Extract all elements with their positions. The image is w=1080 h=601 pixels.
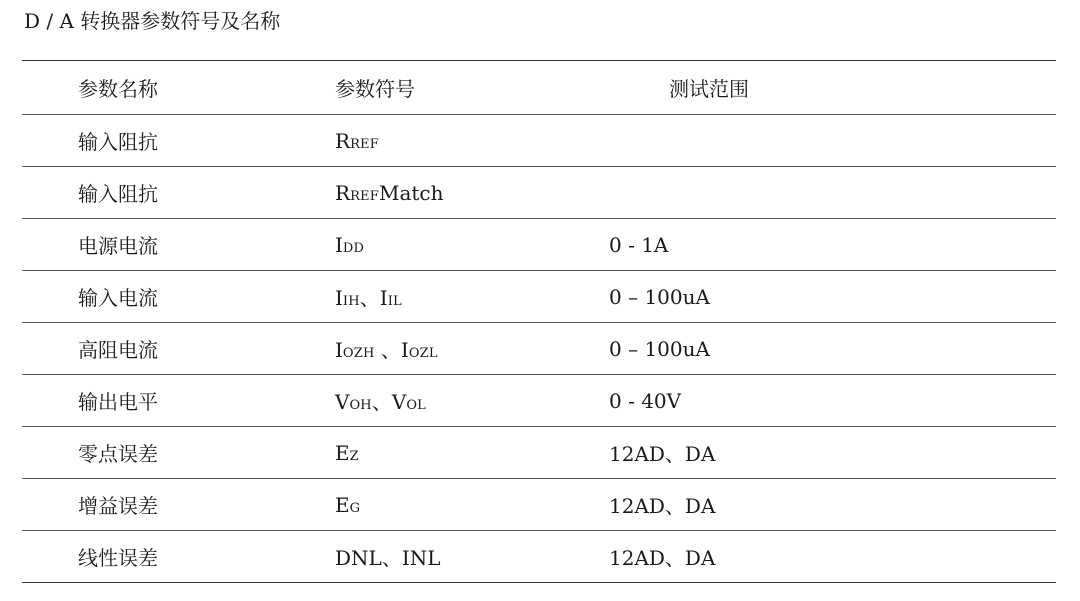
symbol-subscript: Z xyxy=(349,448,359,464)
symbol-text: Match xyxy=(378,180,444,205)
parameter-name-cell: 增益误差 xyxy=(22,479,331,531)
parameter-name-cell: 输入阻抗 xyxy=(22,115,331,167)
parameter-symbol-cell xyxy=(331,271,605,323)
symbol-subscript: REF xyxy=(350,188,379,204)
table-row xyxy=(22,271,1056,323)
symbol-text: V xyxy=(391,390,407,414)
parameter-symbol-cell xyxy=(331,219,605,271)
parameter-symbol-cell xyxy=(331,115,605,167)
parameter-symbol-cell xyxy=(331,531,605,583)
parameter-name-cell: 输出电平 xyxy=(22,375,331,427)
table-row xyxy=(22,479,1056,531)
test-range-cell xyxy=(605,115,1056,167)
symbol-subscript: REF xyxy=(350,136,379,152)
parameter-table-container xyxy=(22,60,1056,583)
symbol-subscript: OZL xyxy=(408,346,438,361)
header-parameter-symbol: 参数符号 xyxy=(331,61,605,115)
symbol-subscript: OH xyxy=(349,398,372,413)
test-range-cell: 12AD、DA xyxy=(605,427,1056,479)
table-row xyxy=(22,375,1056,427)
test-range-cell: 0 – 100uA xyxy=(605,323,1056,375)
symbol-text: I xyxy=(400,338,409,362)
symbol-text: I xyxy=(335,232,343,257)
table-title: D / A 转换器参数符号及名称 xyxy=(24,9,281,33)
parameter-name-cell: 输入电流 xyxy=(22,271,331,323)
symbol-text: DNL、INL xyxy=(335,546,441,570)
symbol-text: I xyxy=(335,338,343,362)
test-range-cell: 0 - 40V xyxy=(605,375,1056,427)
symbol-text: 、 xyxy=(374,338,401,362)
symbol-subscript: OZH xyxy=(342,346,375,361)
test-range-cell: 0 - 1A xyxy=(605,219,1056,271)
parameter-symbol-cell xyxy=(331,375,605,427)
symbol-text: E xyxy=(335,492,350,517)
parameter-symbol-cell xyxy=(331,479,605,531)
symbol-text: I xyxy=(379,286,388,310)
test-range-cell: 12AD、DA xyxy=(605,479,1056,531)
symbol-text: 、 xyxy=(371,390,392,414)
symbol-text: R xyxy=(335,180,351,205)
symbol-text: R xyxy=(335,128,351,153)
parameter-table xyxy=(22,60,1056,583)
table-row xyxy=(22,427,1056,479)
symbol-subscript: G xyxy=(349,500,361,516)
header-test-range: 测试范围 xyxy=(605,61,1056,115)
symbol-subscript: OL xyxy=(406,398,427,413)
table-body xyxy=(22,115,1056,583)
parameter-name-cell: 电源电流 xyxy=(22,219,331,271)
parameter-name-cell: 线性误差 xyxy=(22,531,331,583)
test-range-cell xyxy=(605,167,1056,219)
symbol-text: I xyxy=(335,286,343,310)
symbol-subscript: DD xyxy=(342,240,365,256)
symbol-text: V xyxy=(335,390,350,414)
table-row xyxy=(22,219,1056,271)
symbol-subscript: IL xyxy=(387,294,402,309)
parameter-symbol-cell xyxy=(331,167,605,219)
table-row xyxy=(22,167,1056,219)
table-row xyxy=(22,323,1056,375)
header-parameter-name: 参数名称 xyxy=(22,61,331,115)
parameter-symbol-cell xyxy=(331,323,605,375)
table-row xyxy=(22,115,1056,167)
parameter-symbol-cell xyxy=(331,427,605,479)
test-range-cell: 0 – 100uA xyxy=(605,271,1056,323)
symbol-text: E xyxy=(335,440,350,465)
table-row xyxy=(22,531,1056,583)
symbol-subscript: IH xyxy=(342,294,360,309)
parameter-name-cell: 零点误差 xyxy=(22,427,331,479)
test-range-cell: 12AD、DA xyxy=(605,531,1056,583)
symbol-text: 、 xyxy=(359,286,380,310)
parameter-name-cell: 高阻电流 xyxy=(22,323,331,375)
parameter-name-cell: 输入阻抗 xyxy=(22,167,331,219)
table-header-row xyxy=(22,61,1056,115)
